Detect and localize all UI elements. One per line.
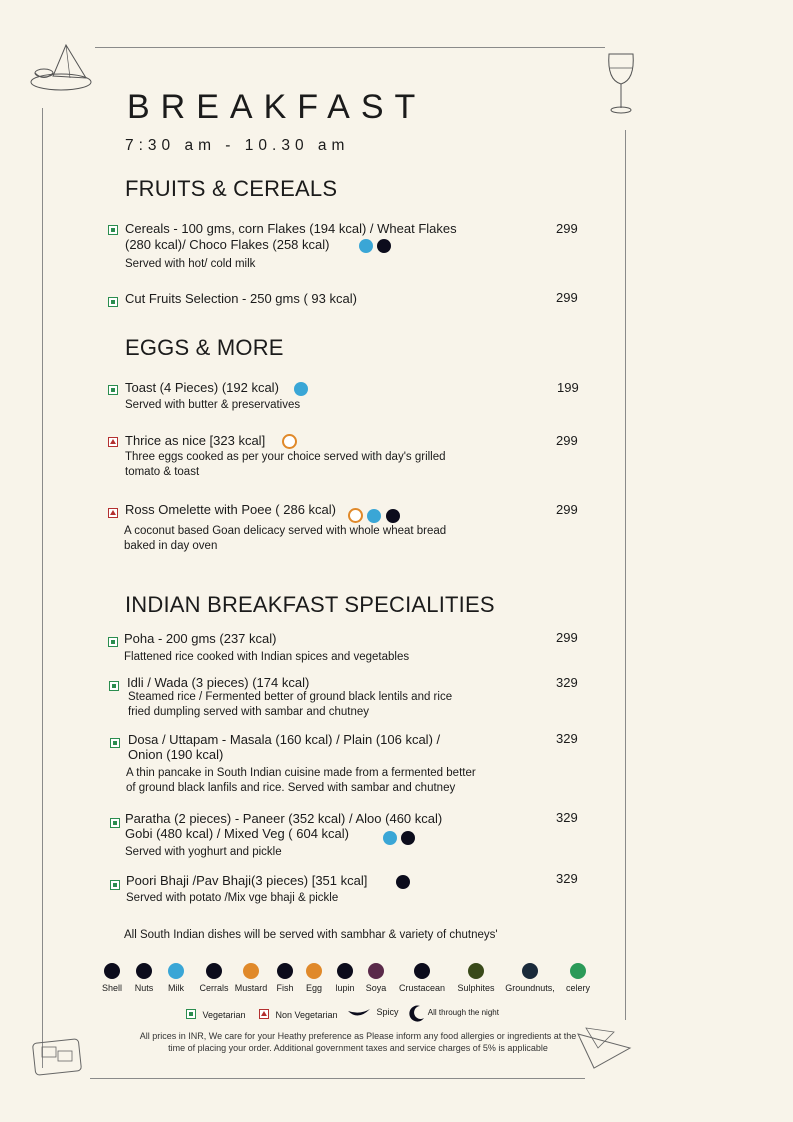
allergen-icons: [359, 237, 391, 255]
item-dosa-desc-cont: of ground black lanfils and rice. Served with sambar and chutney: [126, 782, 456, 794]
item-thrice-desc-cont: tomato & toast: [125, 466, 200, 478]
item-omelette-desc: A coconut based Goan delicacy served with whole wheat bread: [124, 525, 447, 537]
allergen-icons: [396, 873, 410, 891]
allergen-legend-label: Soya: [365, 983, 387, 993]
item-omelette-name: Ross Omelette with Poee ( 286 kcal): [125, 502, 336, 517]
item-toast-desc: Served with butter & preservatives: [125, 399, 301, 411]
allergen-legend-item: [397, 963, 447, 993]
price-footnote: [108, 1030, 608, 1054]
frame-right-line: [625, 130, 626, 1020]
allergen-legend-label: Cerrals: [199, 983, 229, 993]
veg-icon: [108, 222, 118, 240]
veg-icon: [108, 634, 118, 652]
milk-allergen-icon: [367, 509, 381, 523]
item-poori-price: 329: [556, 871, 578, 886]
night-legend-label: All through the night: [427, 1008, 499, 1018]
snack-plate-illustration: [28, 40, 98, 95]
cereal-allergen-icon: [386, 509, 400, 523]
milk-allergen-icon: [383, 831, 397, 845]
veg-icon: [110, 815, 120, 833]
item-omelette-desc-cont: baked in day oven: [124, 540, 218, 552]
item-idli-name: Idli / Wada (3 pieces) (174 kcal): [127, 675, 310, 690]
item-poha-name: Poha - 200 gms (237 kcal): [124, 631, 277, 646]
item-cereals-name-cont: (280 kcal)/ Choco Flakes (258 kcal): [125, 237, 330, 252]
allergen-legend-label: Fish: [276, 983, 294, 993]
item-fruits-price: 299: [556, 290, 578, 305]
south-indian-note: All South Indian dishes will be served with sambhar & variety of chutneys': [124, 929, 498, 941]
item-paratha-desc: Served with yoghurt and pickle: [125, 846, 282, 858]
frame-top-line: [95, 47, 605, 48]
nonveg-icon: [108, 505, 118, 523]
wine-glass-illustration: [603, 50, 639, 116]
cereal-allergen-icon: [377, 239, 391, 253]
crustacean-allergen-icon: [414, 963, 430, 979]
cereal-allergen-icon: [401, 831, 415, 845]
allergen-legend-label: celery: [565, 983, 590, 993]
item-paratha-name: Paratha (2 pieces) - Paneer (352 kcal) / Aloo (460 kcal): [125, 811, 443, 826]
veg-icon: [110, 735, 120, 753]
item-fruits-name: Cut Fruits Selection - 250 gms ( 93 kcal): [125, 291, 357, 306]
allergen-legend-label: Mustard: [234, 983, 268, 993]
allergen-icons: [282, 433, 297, 451]
allergen-legend-label: Milk: [168, 983, 184, 993]
item-cereals-name: Cereals - 100 gms, corn Flakes (194 kcal) / Wheat Flakes: [125, 221, 457, 236]
item-dosa-name-cont: Onion (190 kcal): [128, 747, 224, 762]
footnote-line-2: time of placing your order. Additional government taxes and service charges of 5% is applicable: [168, 1043, 548, 1053]
section-heading-eggs: EGGS & MORE: [125, 335, 284, 360]
item-poha-desc: Flattened rice cooked with Indian spices and vegetables: [124, 651, 410, 663]
item-dosa-price: 329: [556, 731, 578, 746]
item-thrice-price: 299: [556, 433, 578, 448]
allergen-legend-label: lupin: [335, 983, 355, 993]
veg-icon: [108, 382, 118, 400]
nonveg-icon: [108, 434, 118, 452]
item-poori-desc: Served with potato /Mix vge bhaji & pickle: [126, 892, 339, 904]
milk-allergen-icon: [168, 963, 184, 979]
serving-hours: 7:30 am - 10.30 am: [125, 137, 350, 154]
milk-allergen-icon: [359, 239, 373, 253]
allergen-legend-label: Groundnuts,: [505, 983, 555, 993]
item-idli-desc: Steamed rice / Fermented better of ground black lentils and rice: [128, 691, 453, 703]
item-poha-price: 299: [556, 630, 578, 645]
item-poori-name: Poori Bhaji /Pav Bhaji(3 pieces) [351 kcal]: [126, 873, 368, 888]
celery-allergen-icon: [570, 963, 586, 979]
egg-allergen-icon: [348, 508, 363, 523]
allergen-legend-label: Egg: [305, 983, 322, 993]
mustard-allergen-icon: [243, 963, 259, 979]
toast-board-illustration: [30, 1035, 86, 1079]
item-thrice-desc: Three eggs cooked as per your choice served with day's grilled: [125, 451, 446, 463]
spicy-legend-label: Spicy: [376, 1007, 399, 1018]
item-toast-name: Toast (4 Pieces) (192 kcal): [125, 380, 279, 395]
footnote-line-1: All prices in INR, We care for your Heathy preference as Please inform any food allergies or ingredients at the: [139, 1031, 577, 1041]
frame-left-line: [42, 108, 43, 1068]
veg-icon: [109, 678, 119, 696]
item-idli-desc-cont: fried dumpling served with sambar and chutney: [128, 706, 369, 718]
item-cereals-price: 299: [556, 221, 578, 236]
chili-icon: [346, 1005, 372, 1021]
allergen-legend-label: Crustacean: [398, 983, 446, 993]
veg-icon: [110, 877, 120, 895]
egg-allergen-icon: [282, 434, 297, 449]
veg-legend-label: Vegetarian: [202, 1010, 246, 1020]
section-heading-indian: INDIAN BREAKFAST SPECIALITIES: [125, 592, 495, 617]
cerrals-allergen-icon: [206, 963, 222, 979]
sulphites-allergen-icon: [468, 963, 484, 979]
symbol-legend-nonveg: [259, 1009, 338, 1021]
allergen-legend-label: Nuts: [134, 983, 154, 993]
allergen-legend-item: [351, 963, 401, 993]
allergen-legend-label: Shell: [101, 983, 122, 993]
cereal-allergen-icon: [396, 875, 410, 889]
allergen-legend-label: Sulphites: [457, 983, 495, 993]
soya-allergen-icon: [368, 963, 384, 979]
symbol-legend-veg: [186, 1009, 246, 1021]
allergen-icons: [383, 829, 415, 847]
milk-allergen-icon: [294, 382, 308, 396]
veg-icon: [108, 294, 118, 312]
item-paratha-name-cont: Gobi (480 kcal) / Mixed Veg ( 604 kcal): [125, 826, 349, 841]
item-dosa-name: Dosa / Uttapam - Masala (160 kcal) / Plain (106 kcal) /: [128, 732, 441, 747]
nonveg-legend-label: Non Vegetarian: [275, 1010, 338, 1020]
item-thrice-name: Thrice as nice [323 kcal]: [125, 433, 266, 448]
nonveg-icon: [259, 1009, 269, 1019]
shell-allergen-icon: [104, 963, 120, 979]
item-omelette-price: 299: [556, 502, 578, 517]
item-idli-price: 329: [556, 675, 578, 690]
section-heading-fruits: FRUITS & CEREALS: [125, 176, 338, 201]
allergen-icons: [294, 380, 308, 398]
allergen-icons: [348, 507, 400, 525]
moon-icon: [408, 1004, 426, 1022]
symbol-legend-spicy: [346, 1005, 399, 1021]
item-paratha-price: 329: [556, 810, 578, 825]
allergen-legend-item: [451, 963, 501, 993]
item-dosa-desc: A thin pancake in South Indian cuisine made from a fermented better: [126, 767, 476, 779]
veg-icon: [186, 1009, 196, 1019]
allergen-legend-item: [553, 963, 603, 993]
item-cereals-desc: Served with hot/ cold milk: [125, 258, 256, 270]
item-toast-price: 199: [557, 380, 579, 395]
frame-bottom-line: [90, 1078, 585, 1079]
menu-title: BREAKFAST: [127, 88, 427, 126]
symbol-legend-night: [408, 1004, 499, 1022]
allergen-legend-item: [505, 963, 555, 993]
nuts-allergen-icon: [136, 963, 152, 979]
groundnuts-allergen-icon: [522, 963, 538, 979]
